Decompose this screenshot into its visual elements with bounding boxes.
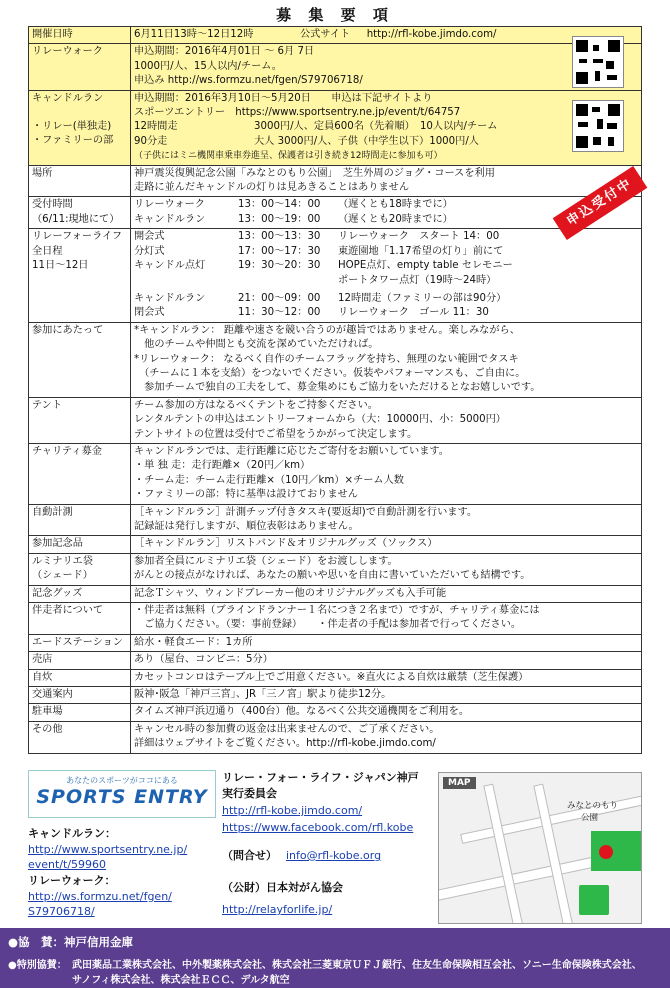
sanka-line: 参加チームで独自の工夫をして、募金集めにもご協力をいただけるとなお嬉しいです。 [134,382,541,394]
aid-value: 給水・軽食エード：1カ所 [131,634,642,651]
relay-period: 申込期間：2016年4月01日 ～ 6月 7日 [134,46,315,58]
candle-link-label: キャンドルラン： [28,827,116,840]
label-schedule: リレーフォーライフ [32,231,123,243]
sanka-line: *キャンドルラン： 距離や速さを競い合うのが趣旨ではありません。楽しみながら、 [134,324,520,336]
label-candle-relay: ・リレー(単独走) [32,121,112,133]
parking-value: タイムズ神戸浜辺通り（400台）他。なるべく公共交通機関をご利用を。 [131,704,642,721]
label-koutsu: 交通案内 [29,687,131,704]
label-other: その他 [29,721,131,753]
accepting-stamp: 申込受付中 [553,166,648,240]
sponsor-tokubetsu-line1: 武田薬品工業株式会社、中外製薬株式会社、株式会社三菱東京ＵＦＪ銀行、住友生命保険相互会社、ソニー生命保険株式会社、 [72,960,642,971]
label-parking: 駐車場 [29,704,131,721]
qr-code-candle[interactable] [572,100,624,152]
tent-line: レンタルテントの申込はエントリーフォームから（大：10000円、小：5000円） [134,414,506,426]
charity-line: キャンドルランでは、走行距離に応じたご寄付をお願いしています。 [134,445,449,457]
row-charity [29,443,642,504]
schedule-note: リレーウォーク ゴール 11：30 [338,307,489,319]
recruitment-table [28,26,642,754]
row-bansou [29,603,642,635]
schedule-time: 19：30～20：30 [238,260,321,272]
suisan-value: カセットコンロはテーブル上でご用意ください。※直火による自炊は厳禁（芝生保護） [131,669,642,686]
org-name-sub: 実行委員会 [222,787,277,800]
society-name: （公財）日本対がん協会 [222,881,343,894]
qr-code-relay[interactable] [572,36,624,88]
row-candle [29,90,642,165]
row-parking [29,704,642,721]
row-goods [29,585,642,602]
basho-line: 神戸震災復興記念公園「みなとのもり公園」 芝生外周のジョグ・コースを利用 [134,167,495,179]
goods-value: 記念Ｔシャツ、ウィンドブレーカー他のオリジナルグッズも入手可能 [131,585,642,602]
relay-link[interactable]: http://ws.formzu.net/fgen/ [28,890,172,903]
site-label: 公式サイト [299,29,351,40]
kaisai-value: 6月11日13時～12日12時 [134,29,254,40]
other-line: 詳細はウェブサイトをご覧ください。http://rfl-kobe.jimdo.com/ [134,738,436,750]
org-site-link[interactable]: http://rfl-kobe.jimdo.com/ [222,804,363,817]
relay-fee: 1000円/人、15人以内/チーム。 [134,60,282,72]
tent-line: テントサイトの位置は受付でご希望をうかがって決定します。 [134,428,418,440]
label-relay: リレーウォーク [29,44,131,90]
uketsuke-name: キャンドルラン [134,213,206,225]
label-luminaria-sub: （シェード） [32,570,93,582]
label-tent: テント [29,397,131,443]
row-tent [29,397,642,443]
bansou-line: ・伴走者は無料（ブラインドランナー１名につき２名まで）ですが、チャリティ募金には [134,605,540,617]
org-facebook-link[interactable]: https://www.facebook.com/rfl.kobe [222,821,414,834]
schedule-item: 分灯式 [134,245,165,257]
map-park-name: みなとのもり [567,801,619,811]
label-uketsuke-sub: （6/11:現地にて） [32,213,120,225]
map-park-suffix: 公園 [581,813,599,823]
label-charity: チャリティ募金 [29,443,131,504]
candle-90m-fee: 大人 3000円/人、子供（中学生以下）1000円/人 [254,135,479,147]
row-suisan [29,669,642,686]
keisoku-line: 記録証は発行しますが、順位表彰はありません。 [134,521,359,532]
schedule-note: ポートタワー点灯（19時～24時） [338,274,497,286]
page-title: 募 集 要 項 [276,6,394,24]
keisoku-line: ［キャンドルラン］計測チップ付きタスキ(要返却)で自動計測を行います。 [134,506,478,518]
candle-link-cont[interactable]: event/t/59960 [28,858,107,871]
relay-apply: 申込み http://ws.formzu.net/fgen/S79706718/ [134,75,363,87]
row-basho [29,165,642,197]
row-schedule [29,229,642,322]
sponsor-tokubetsu-line2: サノフィ株式会社、株式会社ＥＣＣ、デルタ航空 [72,975,290,986]
candle-period: 申込期間：2016年3月10日～5月20日 申込は下記サイトより [134,92,433,104]
row-kaisai [29,27,642,44]
luminaria-line: がんとの接点がなければ、あなたの願いや思いを自由に書いていただいても結構です。 [134,570,531,582]
charity-line: ・単 独 走：走行距離×（20円／km） [134,460,311,472]
row-kinen [29,536,642,553]
society-link[interactable]: http://relayforlife.jp/ [222,903,333,916]
label-candle-family: ・ファミリーの部 [32,135,114,147]
schedule-item: キャンドルラン [134,292,206,304]
kinen-value: ［キャンドルラン］リストバンド＆オリジナルグッズ（ソックス） [131,536,642,553]
row-aid [29,634,642,651]
row-other [29,721,642,753]
candle-note: （子供にはミニ機関車乗車券進呈、保護者は引き続き12時間走に参加も可） [134,151,443,162]
label-bansou: 伴走者について [29,603,131,635]
candle-entry: スポーツエントリー https://www.sportsentry.ne.jp/event/t/64757 [134,107,461,119]
sanka-line: 他のチームや仲間とも交流を深めていただければ。 [134,339,379,351]
label-aid: エードステーション [29,634,131,651]
relay-link-cont[interactable]: S79706718/ [28,905,95,918]
schedule-time: 13：00～13：30 [238,231,321,243]
row-koutsu [29,687,642,704]
sponsor-bar [0,928,670,988]
sanka-line: *リレーウォーク： なるべく自作のチームフラッグを持ち、無理のない範囲でタスキ [134,353,519,365]
schedule-item: 閉会式 [134,307,165,319]
site-url[interactable]: http://rfl-kobe.jimdo.com/ [366,29,497,40]
map-label: MAP [443,777,476,789]
row-luminaria [29,553,642,585]
luminaria-line: 参加者全員にルミナリエ袋（シェード）をお渡しします。 [134,555,398,567]
sponsor-tokubetsu-label: ●特別協賛： [8,960,67,971]
relay-link-label: リレーウォーク： [28,874,116,887]
logo-name: SPORTS ENTRY [36,786,208,808]
uketsuke-time: 13：00～19：00 [238,213,321,225]
schedule-time [238,274,338,288]
uketsuke-name: リレーウォーク [134,199,205,211]
other-line: キャンセル時の参加費の返金は出来ませんので、ご了承ください。 [134,723,440,735]
label-uketsuke: 受付時間 [32,199,73,211]
org-name: リレー・フォー・ライフ・ジャパン神戸 [222,771,419,784]
bansou-line: ご協力ください。（要：事前登録） ・伴走者の手配は参加者で行ってください。 [134,619,522,631]
schedule-note: 12時間走（ファミリーの部は90分） [338,292,507,304]
row-relay [29,44,642,90]
label-kinen: 参加記念品 [29,536,131,553]
schedule-note: HOPE点灯、empty table セレモニー [338,260,513,272]
sanka-line: （チームに１本を支給）をつないでください。仮装やパフォーマンスも、ご自由に。 [134,367,526,379]
row-baiten [29,652,642,669]
row-keisoku [29,504,642,536]
schedule-time: 17：00～17：30 [238,245,321,257]
row-sanka [29,322,642,397]
tent-line: チーム参加の方はなるべくテントをご持参ください。 [134,399,378,411]
koutsu-value: 阪神･阪急「神戸三宮」、JR「三ノ宮」駅より徒歩12分。 [131,687,642,704]
candle-90m: 90分走 [134,135,168,147]
schedule-time: 11：30～12：00 [238,307,321,319]
access-map[interactable] [438,772,642,924]
label-suisan: 自炊 [29,669,131,686]
logo-tagline: あなたのスポーツがココにある [66,776,178,785]
sportsentry-logo[interactable] [28,770,216,818]
candle-12h: 12時間走 [134,121,178,133]
schedule-note: リレーウォーク スタート 14：00 [338,231,500,243]
label-luminaria: ルミナリエ袋 [32,555,93,567]
label-kaisai: 開催日時 [29,27,131,44]
candle-link[interactable]: http://www.sportsentry.ne.jp/ [28,843,188,856]
schedule-note: 東遊園地「1.17希望の灯り」前にて [338,245,504,257]
contact-label: （問合せ） [222,849,277,862]
label-basho: 場所 [29,165,131,197]
baiten-value: あり（屋台、コンビニ：5分） [131,652,642,669]
label-candle: キャンドルラン [32,92,104,104]
sponsor-kyosan: ●協 賛：神戸信用金庫 [8,935,134,949]
charity-line: ・チーム走：チーム走行距離×（10円／km）×チーム人数 [134,474,404,486]
candle-12h-fee: 3000円/人、定員600名（先着順） 10人以内/チーム [254,121,498,133]
uketsuke-note: （遅くとも20時までに） [338,213,453,225]
label-schedule-dates: 11日～12日 [32,260,89,272]
label-sanka: 参加にあたって [29,322,131,397]
schedule-item [134,274,238,288]
uketsuke-note: （遅くとも18時までに） [338,199,453,211]
contact-email[interactable]: info@rfl-kobe.org [286,849,382,862]
schedule-item: 開会式 [134,231,165,243]
schedule-time: 21：00～09：00 [238,292,321,304]
uketsuke-time: 13：00～14：00 [238,199,321,211]
basho-line: 走路に並んだキャンドルの灯りは見あきることはありません [134,182,410,194]
map-marker-icon [599,845,613,859]
label-baiten: 売店 [29,652,131,669]
schedule-item: キャンドル点灯 [134,260,206,272]
charity-line: ・ファミリーの部：特に基準は設けておりません [134,489,358,501]
label-goods: 記念グッズ [29,585,131,602]
row-uketsuke [29,197,642,229]
label-keisoku: 自動計測 [29,504,131,536]
label-schedule-all: 全日程 [32,245,63,257]
